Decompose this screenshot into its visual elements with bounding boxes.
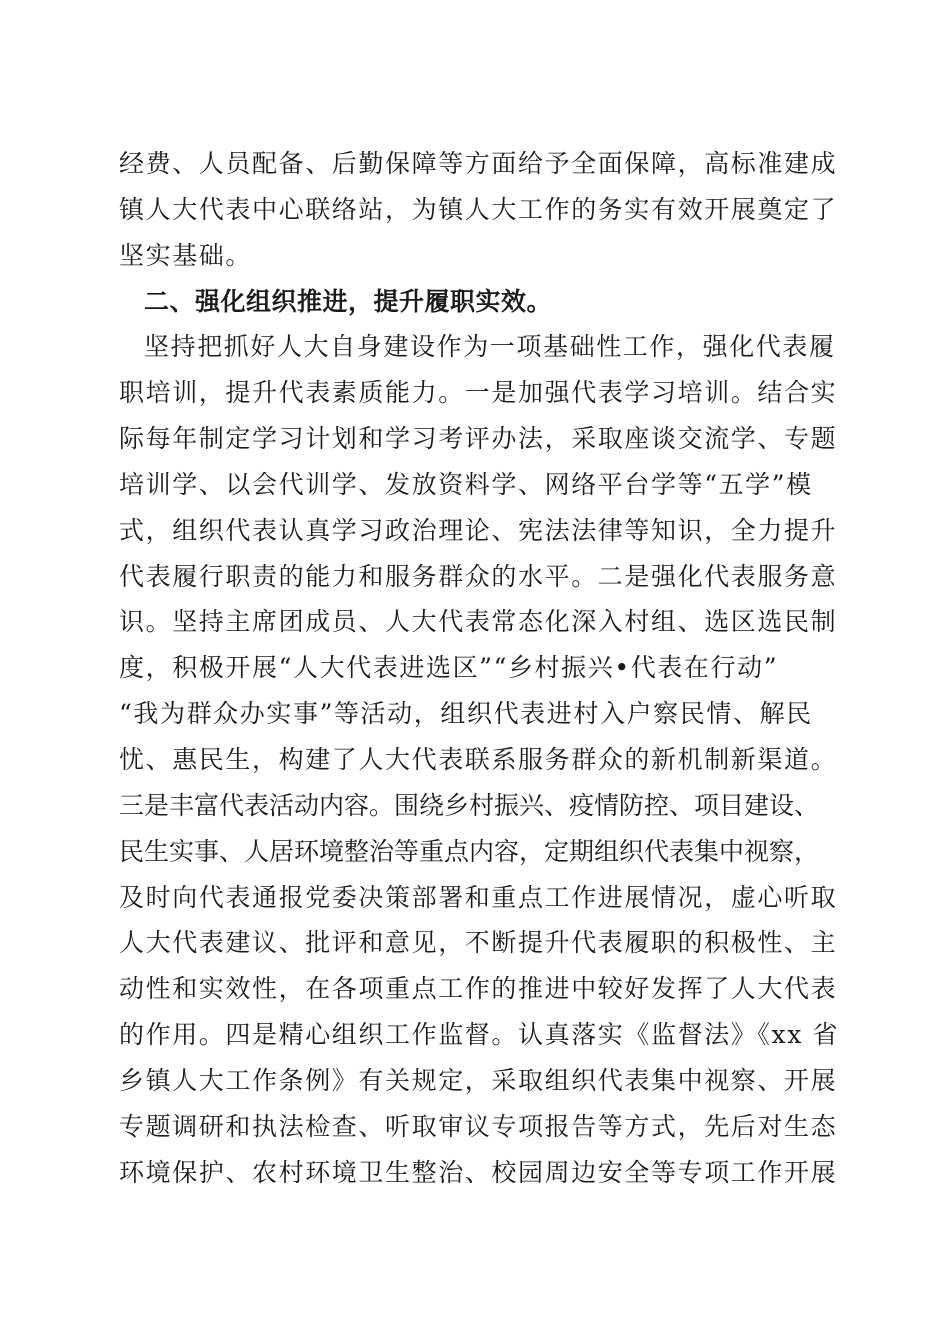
text-line: 坚实基础。 (119, 240, 253, 270)
text-line: 的作用。四是精心组织工作监督。认真落实《监督法》《xx 省 (119, 1020, 840, 1050)
text-line: 代表履行职责的能力和服务群众的水平。二是强化代表服务意 (119, 561, 838, 591)
text-line: 职培训，提升代表素质能力。一是加强代表学习培训。结合实 (119, 378, 838, 408)
text-line: 经费、人员配备、后勤保障等方面给予全面保障，高标准建成 (119, 149, 838, 178)
section-heading: 二、强化组织推进，提升履职实效。 (144, 286, 553, 316)
text-line: 三是丰富代表活动内容。围绕乡村振兴、疫情防控、项目建设、 (119, 790, 820, 820)
text-line: 及时向代表通报党委决策部署和重点工作进展情况，虚心听取 (119, 882, 838, 912)
text-line: 镇人大代表中心联络站，为镇人大工作的务实有效开展奠定了 (119, 194, 838, 224)
text-line: 环境保护、农村环境卫生整治、校园周边安全等专项工作开展 (119, 1157, 838, 1187)
text-line: 动性和实效性，在各项重点工作的推进中较好发挥了人大代表 (119, 974, 838, 1004)
text-line: 坚持把抓好人大自身建设作为一项基础性工作，强化代表履 (144, 332, 836, 362)
text-line: 人大代表建议、批评和意见，不断提升代表履职的积极性、主 (119, 928, 838, 958)
text-line: 识。坚持主席团成员、人大代表常态化深入村组、选区选民制 (119, 607, 838, 637)
text-line: “我为群众办实事”等活动，组织代表进村入户察民情、解民 (119, 699, 813, 729)
text-line: 培训学、以会代训学、发放资料学、网络平台学等“五学”模 (119, 469, 813, 499)
text-line: 民生实事、人居环境整治等重点内容，定期组织代表集中视察， (119, 836, 820, 866)
text-line: 忧、惠民生，构建了人大代表联系服务群众的新机制新渠道。 (119, 744, 838, 774)
body-text (119, 141, 840, 1195)
text-line: 际每年制定学习计划和学习考评办法，采取座谈交流学、专题 (119, 424, 838, 454)
text-line: 式，组织代表认真学习政治理论、宪法法律等知识，全力提升 (119, 515, 838, 545)
text-line: 专题调研和执法检查、听取审议专项报告等方式，先后对生态 (119, 1111, 838, 1141)
text-line: 度，积极开展“人大代表进选区”“乡村振兴•代表在行动” (119, 653, 779, 683)
text-line: 乡镇人大工作条例》有关规定，采取组织代表集中视察、开展 (119, 1065, 838, 1095)
